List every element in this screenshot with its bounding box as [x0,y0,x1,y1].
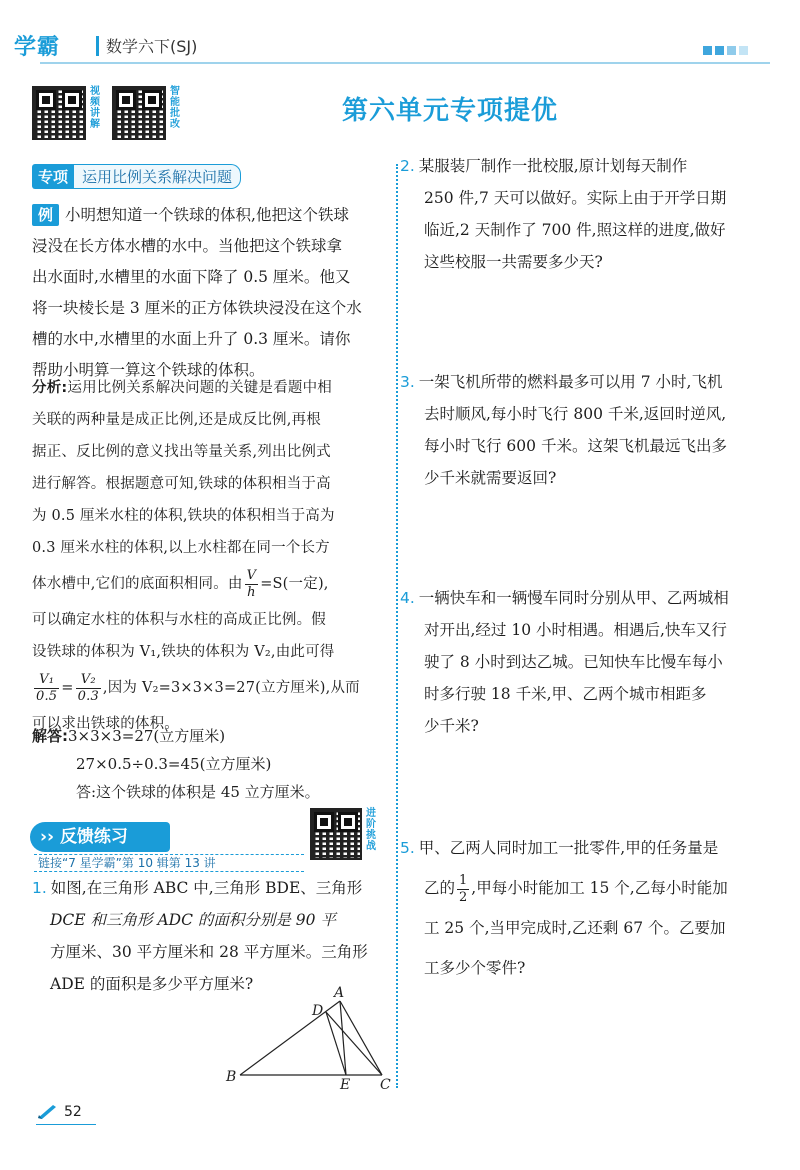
question-number: 1. [32,879,47,897]
header-rule [40,62,770,64]
qr-code-video[interactable] [32,86,86,140]
analysis-line: 为 0.5 厘米水柱的体积,铁块的体积相当于高为 [32,508,335,524]
example-tag: 例 [32,204,59,226]
fraction-v1-over-05: $\frac{\text{V₁}}{0.5}$ [36,671,58,704]
analysis-line: 可以确定水柱的体积与水柱的高成正比例。假 [32,612,326,628]
question-number: 5. [400,839,415,857]
pencil-icon [36,1104,58,1120]
question-2: 2. 某服装厂制作一批校服,原计划每天制作 250 件,7 天可以做好。实际上由于开学日期 临近,2 天制作了 700 件,照这样的进度,做好 这些校服一共需要多少天? [400,157,727,271]
question-number: 2. [400,157,415,175]
analysis-line: 据正、反比例的意义找出等量关系,列出比例式 [32,444,331,460]
example-line: 出水面时,水槽里的水面下降了 0.5 厘米。他又 [32,268,351,286]
analysis-line: 运用比例关系解决问题的关键是看题中相 [67,380,333,396]
feedback-banner: ›› 反馈练习 [30,822,170,852]
analysis-block: 分析:运用比例关系解决问题的关键是看题中相 关联的两种量是成正比例,还是成反比例,再根 据正、反比例的意义找出等量关系,列出比例式 进行解答。根据题意可知,铁球的体积相当于高 为 0.5 厘米水柱的体积,铁块的体积相当于高为 0.3 厘米水柱的体积,以上水柱都在同一个长方 体水槽中,它们的底面积相同。由 $\frac{V}{h}$ =S(一定), 可以确定水柱的体积与水柱的高成正比例。假 设铁球的体积为 V₁,铁块的体积为 V₂,由此可得 $\frac{\text{V₁}}{0.5}$ = $\frac{\text{V₂}}{0.3}$ ,因为 V₂=3×3×3=27(立方厘米),从而 可以求出铁球的体积。 [32,372,384,740]
qr-label-challenge: 进阶挑战 [366,808,376,852]
analysis-line: 关联的两种量是成正比例,还是成反比例,再根 [32,412,321,428]
fraction-v2-over-03: $\frac{\text{V₂}}{0.3}$ [77,671,99,704]
question-number: 3. [400,373,415,391]
label-a: A [334,985,345,1001]
solution-answer: 答:这个铁球的体积是 45 立方厘米。 [76,783,320,801]
question-1: 1. 如图,在三角形 ABC 中,三角形 BDE、三角形 DCE 和三角形 ADC 的面积分别是 90 平 方厘米、30 平方厘米和 28 平方厘米。三角形 ADE 的面积是多少平方厘米? [32,879,368,993]
example-line: 槽的水中,水槽里的水面上升了 0.3 厘米。请你 [32,330,351,348]
analysis-line: ,因为 V₂=3×3×3=27(立方厘米),从而 [102,680,360,696]
page-number: 52 [64,1104,82,1120]
question-number: 4. [400,589,415,607]
analysis-line: 设铁球的体积为 V₁,铁块的体积为 V₂,由此可得 [32,644,335,660]
question-5: 5. 甲、乙两人同时加工一批零件,甲的任务量是 乙的 $\frac{1}{2}$ ,甲每小时能加工 15 个,乙每小时能加 工 25 个,当甲完成时,乙还剩 67 个。乙要加 工多少个零件? [400,839,728,977]
column-divider [396,164,398,1088]
label-d: D [312,1003,324,1019]
header-decoration [703,46,748,55]
qr-label-video: 视频讲解 [90,86,100,130]
section-tag: 专项 [32,164,74,189]
triangle-figure [220,985,400,1090]
question-4: 4. 一辆快车和一辆慢车同时分别从甲、乙两城相 对开出,经过 10 小时相遇。相遇后,快车又行 驶了 8 小时到达乙城。已知快车比慢车每小 时多行驶 18 千米,甲、乙两个城市相距多 少千米? [400,589,729,735]
analysis-line: 体水槽中,它们的底面积相同。由 [32,576,243,592]
qr-code-challenge[interactable] [310,808,362,860]
header-separator [96,36,99,56]
segment-ba [240,1001,340,1075]
section-badge [32,164,241,189]
solution-line: 解答:3×3×3=27(立方厘米) [32,727,226,745]
analysis-line: 可以求出铁球的体积。 [32,716,179,732]
question-3: 3. 一架飞机所带的燃料最多可以用 7 小时,飞机 去时顺风,每小时飞行 800 千米,返回时逆风, 每小时飞行 600 千米。这架飞机最远飞出多 少千米就需要返回? [400,373,727,487]
label-e: E [340,1077,351,1090]
qr-label-grading: 智能批改 [170,86,180,130]
example-line: 帮助小明算一算这个铁球的体积。 [32,361,265,379]
label-b: B [226,1069,237,1085]
example-block [32,200,384,386]
example-line: 小明想知道一个铁球的体积,他把这个铁球 [65,206,349,224]
footer-rule [36,1124,96,1125]
feedback-link[interactable]: 链接“7 星学霸”第 10 辑第 13 讲 [34,854,304,872]
page-title: 第六单元专项提优 [341,96,558,126]
analysis-line: 0.3 厘米水柱的体积,以上水柱都在同一个长方 [32,540,330,556]
brand-logo: 学霸 [14,35,61,60]
example-line: 浸没在长方体水槽的水中。当他把这个铁球拿 [32,237,343,255]
fraction-one-half: $\frac{1}{2}$ [459,872,468,905]
analysis-line: =S(一定), [260,576,329,592]
example-line: 将一块棱长是 3 厘米的正方体铁块浸没在这个水 [32,299,362,317]
segment-ac [340,1001,382,1075]
book-title: 数学六下(SJ) [106,37,198,56]
qr-code-grading[interactable] [112,86,166,140]
solution-label: 解答: [32,727,68,745]
section-title: 运用比例关系解决问题 [74,164,241,189]
analysis-line: 进行解答。根据题意可知,铁球的体积相当于高 [32,476,331,492]
solution-line: 27×0.5÷0.3=45(立方厘米) [76,755,272,773]
segment-dc [326,1012,382,1075]
fraction-v-over-h: $\frac{V}{h}$ [246,567,257,600]
analysis-label: 分析: [32,380,68,396]
label-c: C [380,1077,391,1090]
